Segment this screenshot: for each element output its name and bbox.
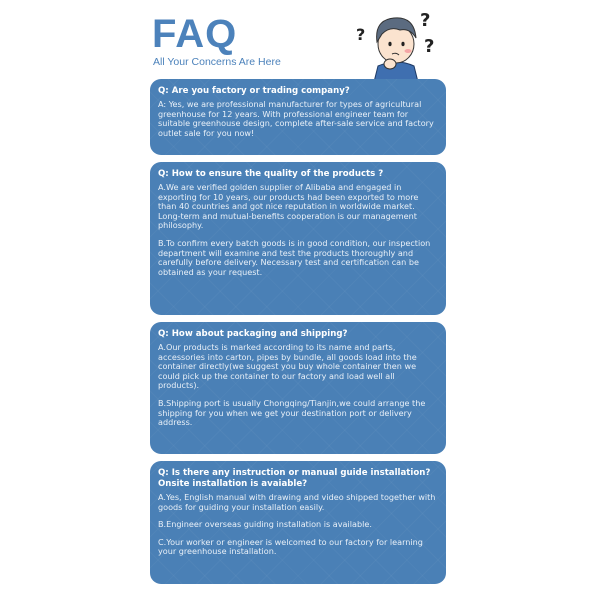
question-mark-icon: ? — [420, 10, 431, 31]
faq-question: Q: Is there any instruction or manual guide installation? Onsite installation is avaiable? — [158, 468, 431, 489]
faq-card — [150, 162, 446, 315]
page-title: FAQ — [152, 12, 238, 56]
confused-boy-icon — [352, 4, 442, 82]
faq-answer: A.Yes, English manual with drawing and video shipped together with goods for guiding your installation easily. — [158, 492, 436, 512]
faq-answer: A: Yes, we are professional manufacturer for types of agricultural greenhouse for 12 years. With professional engineer team for suitable greenhouse design, complete after-sale service and factory outlet sale for you now! — [158, 99, 434, 138]
faq-question: Q: How to ensure the quality of the products ? — [158, 169, 384, 179]
faq-card — [150, 322, 446, 454]
faq-answer: B.Engineer overseas guiding installation is available. — [158, 519, 372, 530]
faq-question: Q: Are you factory or trading company? — [158, 86, 350, 96]
faq-question: Q: How about packaging and shipping? — [158, 329, 348, 339]
faq-answer: C.Your worker or engineer is welcomed to our factory for learning your greenhouse installation. — [158, 536, 423, 557]
faq-answer: B.Shipping port is usually Chongqing/Tianjin,we could arrange the shipping for you when we get your destination port or delivery address. — [158, 397, 426, 428]
faq-card — [150, 79, 446, 155]
faq-answer: A.We are verified golden supplier of Alibaba and engaged in exporting for 10 years, our products had been exported to more than 40 countries and got nice reputation in worldwide market. Long-term and mutual-benefits cooperation is our management philosophy. — [158, 182, 419, 231]
faq-answer: B.To confirm every batch goods is in good condition, our inspection department will examine and test the products thoroughly and carefully before delivery. Necessary test and certification can be obtained as your request. — [158, 237, 431, 277]
page-subtitle: All Your Concerns Are Here — [153, 56, 281, 68]
question-mark-icon: ? — [424, 36, 435, 57]
question-mark-icon: ? — [356, 25, 366, 44]
faq-answer: A.Our products is marked according to its name and parts, accessories into carton, pipes by bundle, all goods load into the container directly(we suggest you buy whole container then we could pick up the container to our factory and load well all products). — [158, 342, 417, 391]
faq-card — [150, 461, 446, 584]
